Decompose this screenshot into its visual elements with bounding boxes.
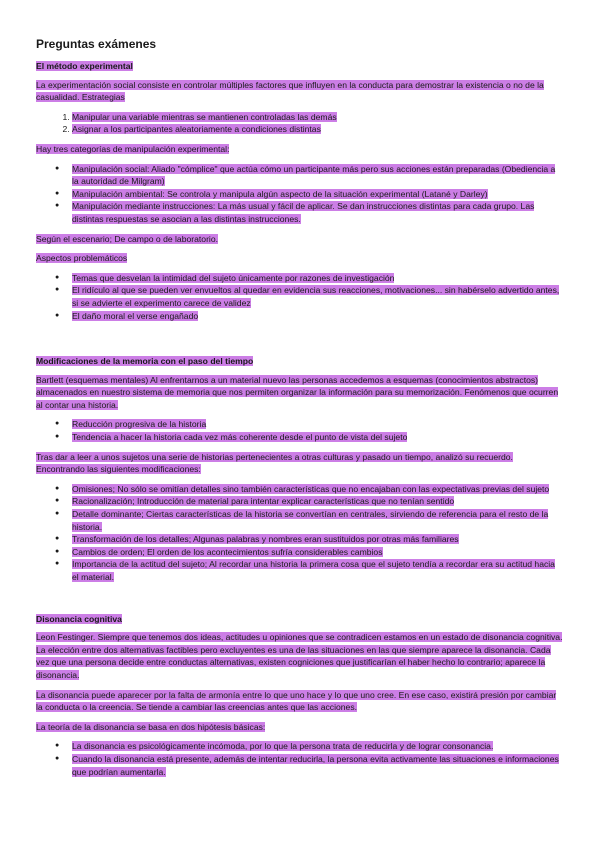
list-item: ● Cambios de orden; El orden de los acontecimientos sufría considerables cambios: [72, 546, 564, 559]
paragraph-problems-intro: Aspectos problemáticos: [36, 253, 128, 264]
paragraph-categories-intro: Hay tres categorías de manipulación experimental:: [36, 143, 230, 154]
paragraph-hipotesis-intro: La teoría de la disonancia se basa en dos hipótesis básicas:: [36, 721, 266, 732]
list-item: ● Cuando la disonancia está presente, además de intentar reducirla, la persona evita activamente las situaciones e informaciones que podrían aumentarla.: [72, 753, 564, 778]
list-item: ● Tendencia a hacer la historia cada vez más coherente desde el punto de vista del sujeto: [72, 431, 564, 444]
section-heading-disonancia: [36, 613, 564, 626]
list-item: ● Temas que desvelan la intimidad del sujeto únicamente por razones de investigación: [72, 272, 564, 285]
list-item: ● Manipulación mediante instrucciones: La más usual y fácil de aplicar. Se dan instrucciones distintas para cada grupo. Las distintas respuestas se asocian a las distintas instrucciones.: [72, 200, 564, 225]
heading-text: El método experimental: [36, 61, 133, 71]
list-item: ● Detalle dominante; Ciertas características de la historia se convertían en centrales, sirviendo de referencia para el resto de la historia.: [72, 508, 564, 533]
paragraph-intro-memoria: Bartlett (esquemas mentales) Al enfrentarnos a un material nuevo las personas accedemos a esquemas (conocimientos abstractos) almacenados en nuestro sistema de memoria que nos permiten organizar la información para su memorización. Fenómenos que ocurren al contar una historia.: [36, 374, 559, 410]
list-item: ● Manipulación ambiental: Se controla y manipula algún aspecto de la situación experimental (Latané y Darley): [72, 188, 564, 201]
list-item: ● Manipulación social: Aliado "cómplice" que actúa cómo un participante más pero sus acciones están preparadas (Obediencia a la autoridad de Milgram): [72, 163, 564, 188]
modifications-list: [36, 483, 564, 584]
categories-list: [36, 163, 564, 226]
paragraph-festinger: Leon Festinger. Siempre que tenemos dos ideas, actitudes u opiniones que se contradicen estamos en un estado de disonancia cognitiva. La elección entre dos alternativas factibles pero excluyentes es una de las situaciones en las que siempre aparece la disonancia. Cada vez que una persona decide entre conductas alternativas, existen cogniciones que justificarían el haber hecho lo contrario; aparece la disonancia.: [36, 632, 563, 680]
paragraph-experiment: Tras dar a leer a unos sujetos una serie de historias pertenecientes a otras culturas y pasado un tiempo, analizó su recuerdo. Encontrando las siguientes modificaciones:: [36, 451, 513, 475]
problems-list: [36, 272, 564, 322]
page-title: Preguntas exámenes: [36, 37, 157, 51]
paragraph-setting: Según el escenario; De campo o de laboratorio.: [36, 233, 219, 244]
list-item: ● Transformación de los detalles; Algunas palabras y nombres eran sustituidos por otras más familiares: [72, 533, 564, 546]
section-heading-memoria: [36, 355, 564, 368]
list-item: 2. Asignar a los participantes aleatoriamente a condiciones distintas: [72, 123, 564, 136]
section-heading-metodo: [36, 60, 564, 73]
list-item: ● El ridículo al que se pueden ver envueltos al quedar en evidencia sus reacciones, motivaciones... sin habérselo advertido antes, si se advierte el experimento carece de validez: [72, 284, 564, 309]
hypotheses-list: [36, 740, 564, 778]
phenomena-list: [36, 418, 564, 443]
heading-text: Modificaciones de la memoria con el paso del tiempo: [36, 356, 254, 367]
list-item: ● Racionalización; Introducción de material para intentar explicar características que no tenían sentido: [72, 495, 564, 508]
document-page: [36, 36, 564, 785]
list-item: ● El daño moral el verse engañado: [72, 310, 564, 323]
list-item: 1. Manipular una variable mientras se mantienen controladas las demás: [72, 111, 564, 124]
list-item: ● Omisiones; No sólo se omitían detalles sino también características que no encajaban con las expectativas previas del sujeto: [72, 483, 564, 496]
strategies-list: [36, 111, 564, 136]
section-spacer: [36, 329, 564, 355]
list-item: ● La disonancia es psicológicamente incómoda, por lo que la persona trata de reducirla y de lograr consonancia.: [72, 740, 564, 753]
paragraph-intro-metodo: La experimentación social consiste en controlar múltiples factores que influyen en la conducta para demostrar la existencia o no de la casualidad. Estrategias: [36, 79, 544, 103]
paragraph-armonia: La disonancia puede aparecer por la falta de armonía entre lo que uno hace y lo que uno cree. En ese caso, existirá presión por cambiar la conducta o la creencia. Se tiende a cambiar las creencias antes que las acciones.: [36, 689, 557, 713]
list-item: ● Importancia de la actitud del sujeto; Al recordar una historia la primera cosa que el sujeto tendía a recordar era su actitud hacia el material.: [72, 558, 564, 583]
heading-text: Disonancia cognitiva: [36, 613, 122, 624]
list-item: ● Reducción progresiva de la historia: [72, 418, 564, 431]
section-spacer: [36, 591, 564, 613]
